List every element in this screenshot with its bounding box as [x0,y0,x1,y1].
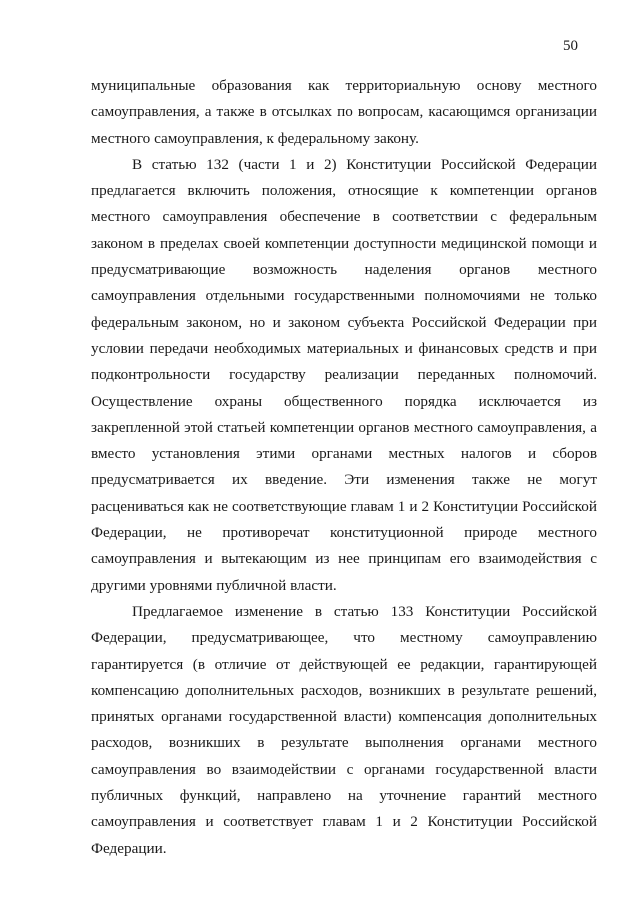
paragraph-article-133: Предлагаемое изменение в статью 133 Конституции Российской Федерации, предусматривающее, что местному самоуправлению гарантируется (в отличие от действующей ее редакции, гарантирующей компенсацию дополнительных расходов, возникших в результате решений, принятых органами государственной власти) компенсация дополнительных расходов, возникших в результате выполнения органами местного самоуправления во взаимодействии с органами государственной власти публичных функций, направлено на уточнение гарантий местного самоуправления и соответствует главам 1 и 2 Конституции Российской Федерации. [91,602,597,857]
page-number: 50 [563,38,578,54]
paragraph-article-132: В статью 132 (части 1 и 2) Конституции Российской Федерации предлагается включить положения, относящие к компетенции органов местного самоуправления обеспечение в соответствии с федеральным законом в пределах своей компетенции доступности медицинской помощи и предусматривающие возможность наделения органов местного самоуправления отдельными государственными полномочиями не только федеральным законом, но и законом субъекта Российской Федерации при условии передачи необходимых материальных и финансовых средств и при подконтрольности государству реализации переданных полномочий. Осуществление охраны общественного порядка исключается из закрепленной этой статьей компетенции органов местного самоуправления, а вместо установления этими органами местных налогов и сборов предусматривается их введение. Эти изменения также не могут расцениваться как не соответствующие главам 1 и 2 Конституции Российской Федерации, не противоречат конституционной природе местного самоуправления и вытекающим из нее принципам его взаимодействия с другими уровнями публичной власти. [91,155,597,594]
paragraph-continuation: муниципальные образования как территориальную основу местного самоуправления, а также в отсылках по вопросам, касающимся организации местного самоуправления, к федеральному закону. [91,77,597,147]
document-body [91,73,597,862]
